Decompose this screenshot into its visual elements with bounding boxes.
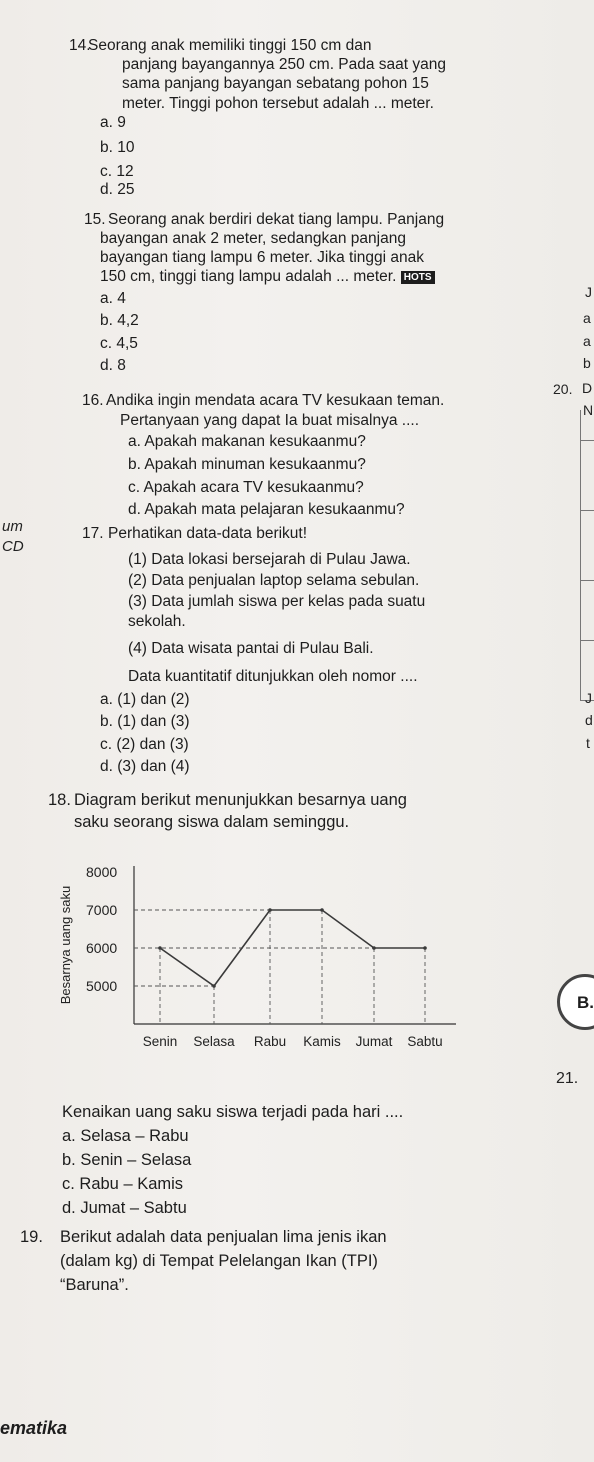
stem-line: (dalam kg) di Tempat Pelelangan Ikan (TPI) bbox=[60, 1252, 378, 1270]
column-tick bbox=[580, 580, 594, 581]
stem-intro: Perhatikan data-data berikut! bbox=[108, 525, 308, 542]
margin-fragment: d bbox=[585, 712, 593, 728]
column-tick bbox=[580, 640, 594, 641]
footer-subject: ematika bbox=[0, 1418, 68, 1438]
option-d[interactable]: d. (3) dan (4) bbox=[100, 758, 190, 775]
option-c[interactable]: c. Apakah acara TV kesukaanmu? bbox=[128, 479, 364, 496]
stem-line bbox=[100, 267, 435, 286]
data-point bbox=[423, 946, 427, 950]
margin-fragment: N bbox=[583, 402, 594, 418]
option-b[interactable]: b. Apakah minuman kesukaanmu? bbox=[128, 456, 366, 473]
data-item-2: (2) Data penjualan laptop selama sebulan. bbox=[128, 572, 420, 589]
column-edge-line bbox=[580, 410, 581, 700]
stem-line: Pertanyaan yang dapat Ia buat misalnya .... bbox=[120, 412, 419, 429]
x-tick-label: Jumat bbox=[355, 1034, 393, 1049]
option-a[interactable]: a. (1) dan (2) bbox=[100, 691, 190, 708]
y-tick-label: 6000 bbox=[86, 940, 118, 956]
data-point bbox=[158, 946, 162, 950]
question-18-ask: Kenaikan uang saku siswa terjadi pada hari .... bbox=[62, 1103, 404, 1121]
stem-line: Seorang anak memiliki tinggi 150 cm dan bbox=[88, 37, 372, 54]
stem-line: bayangan tiang lampu 6 meter. Jika tinggi anak bbox=[100, 249, 424, 266]
stem-line: Diagram berikut menunjukkan besarnya uang bbox=[74, 791, 407, 809]
x-tick-label: Selasa bbox=[193, 1034, 235, 1049]
question-number: 15. bbox=[84, 211, 106, 228]
stem-line: bayangan anak 2 meter, sedangkan panjang bbox=[100, 230, 406, 247]
margin-fragment: um bbox=[2, 518, 23, 535]
stem-line-text: 150 cm, tinggi tiang lampu adalah ... meter. bbox=[100, 268, 397, 285]
question-21-number: 21. bbox=[556, 1070, 579, 1087]
y-tick-label: 8000 bbox=[86, 864, 118, 880]
y-axis-label: Besarnya uang saku bbox=[58, 885, 73, 1005]
option-a[interactable]: a. 4 bbox=[100, 290, 126, 307]
option-b[interactable]: b. Senin – Selasa bbox=[62, 1151, 192, 1169]
x-tick-label: Kamis bbox=[303, 1034, 341, 1049]
data-point bbox=[268, 908, 272, 912]
stem-line: Andika ingin mendata acara TV kesukaan teman. bbox=[106, 392, 445, 409]
data-item-3: (3) Data jumlah siswa per kelas pada suatu bbox=[128, 593, 426, 610]
stem-line: saku seorang siswa dalam seminggu. bbox=[74, 813, 350, 831]
hots-badge: HOTS bbox=[401, 271, 435, 284]
column-tick bbox=[580, 510, 594, 511]
section-b-label: B. bbox=[577, 993, 594, 1012]
question-number: 16. bbox=[82, 392, 104, 409]
option-c[interactable]: c. Rabu – Kamis bbox=[62, 1175, 184, 1193]
margin-fragment: a bbox=[583, 333, 591, 349]
question-number: 18. bbox=[48, 791, 71, 809]
option-a[interactable]: a. Selasa – Rabu bbox=[62, 1127, 189, 1145]
data-point bbox=[212, 984, 216, 988]
margin-fragment: CD bbox=[2, 538, 24, 555]
question-text: Data kuantitatif ditunjukkan oleh nomor .... bbox=[128, 668, 418, 685]
question-20-number: 20. bbox=[553, 381, 573, 397]
margin-fragment: a bbox=[583, 310, 591, 326]
margin-fragment: D bbox=[582, 380, 593, 396]
option-c[interactable]: c. 12 bbox=[100, 163, 134, 180]
x-tick-label: Sabtu bbox=[407, 1034, 443, 1049]
column-tick bbox=[580, 440, 594, 441]
question-number: 17. bbox=[82, 525, 104, 542]
option-a[interactable]: a. Apakah makanan kesukaanmu? bbox=[128, 433, 366, 450]
option-d[interactable]: d. 25 bbox=[100, 181, 135, 198]
option-c[interactable]: c. (2) dan (3) bbox=[100, 736, 189, 753]
question-number: 19. bbox=[20, 1228, 43, 1246]
y-tick-label: 7000 bbox=[86, 902, 118, 918]
option-d[interactable]: d. 8 bbox=[100, 357, 126, 374]
data-point bbox=[320, 908, 324, 912]
question-number: 14. bbox=[69, 37, 91, 54]
option-c[interactable]: c. 4,5 bbox=[100, 335, 138, 352]
option-a[interactable]: a. 9 bbox=[100, 114, 126, 131]
data-item-3-cont: sekolah. bbox=[128, 613, 186, 630]
stem-line: sama panjang bayangan sebatang pohon 15 bbox=[122, 75, 429, 92]
option-d[interactable]: d. Apakah mata pelajaran kesukaanmu? bbox=[128, 501, 405, 518]
data-item-1: (1) Data lokasi bersejarah di Pulau Jawa. bbox=[128, 551, 411, 568]
margin-fragment: J bbox=[585, 690, 592, 706]
x-tick-label: Senin bbox=[142, 1034, 178, 1049]
stem-line: meter. Tinggi pohon tersebut adalah ... meter. bbox=[122, 95, 434, 112]
stem-line: “Baruna”. bbox=[60, 1276, 129, 1294]
x-tick-label: Rabu bbox=[253, 1034, 287, 1049]
option-d[interactable]: d. Jumat – Sabtu bbox=[62, 1199, 187, 1217]
data-point bbox=[372, 946, 376, 950]
margin-fragment: b bbox=[583, 355, 591, 371]
y-tick-label: 5000 bbox=[86, 978, 118, 994]
option-b[interactable]: b. 4,2 bbox=[100, 312, 139, 329]
margin-fragment: t bbox=[586, 735, 590, 751]
pocket-money-line-chart bbox=[58, 858, 468, 1078]
stem-line: Berikut adalah data penjualan lima jenis ikan bbox=[60, 1228, 387, 1246]
margin-fragment: J bbox=[585, 284, 592, 300]
option-b[interactable]: b. (1) dan (3) bbox=[100, 713, 190, 730]
option-b[interactable]: b. 10 bbox=[100, 139, 135, 156]
stem-line: Seorang anak berdiri dekat tiang lampu. Panjang bbox=[108, 211, 445, 228]
data-item-4: (4) Data wisata pantai di Pulau Bali. bbox=[128, 640, 374, 657]
stem-line: panjang bayangannya 250 cm. Pada saat yang bbox=[122, 56, 447, 73]
